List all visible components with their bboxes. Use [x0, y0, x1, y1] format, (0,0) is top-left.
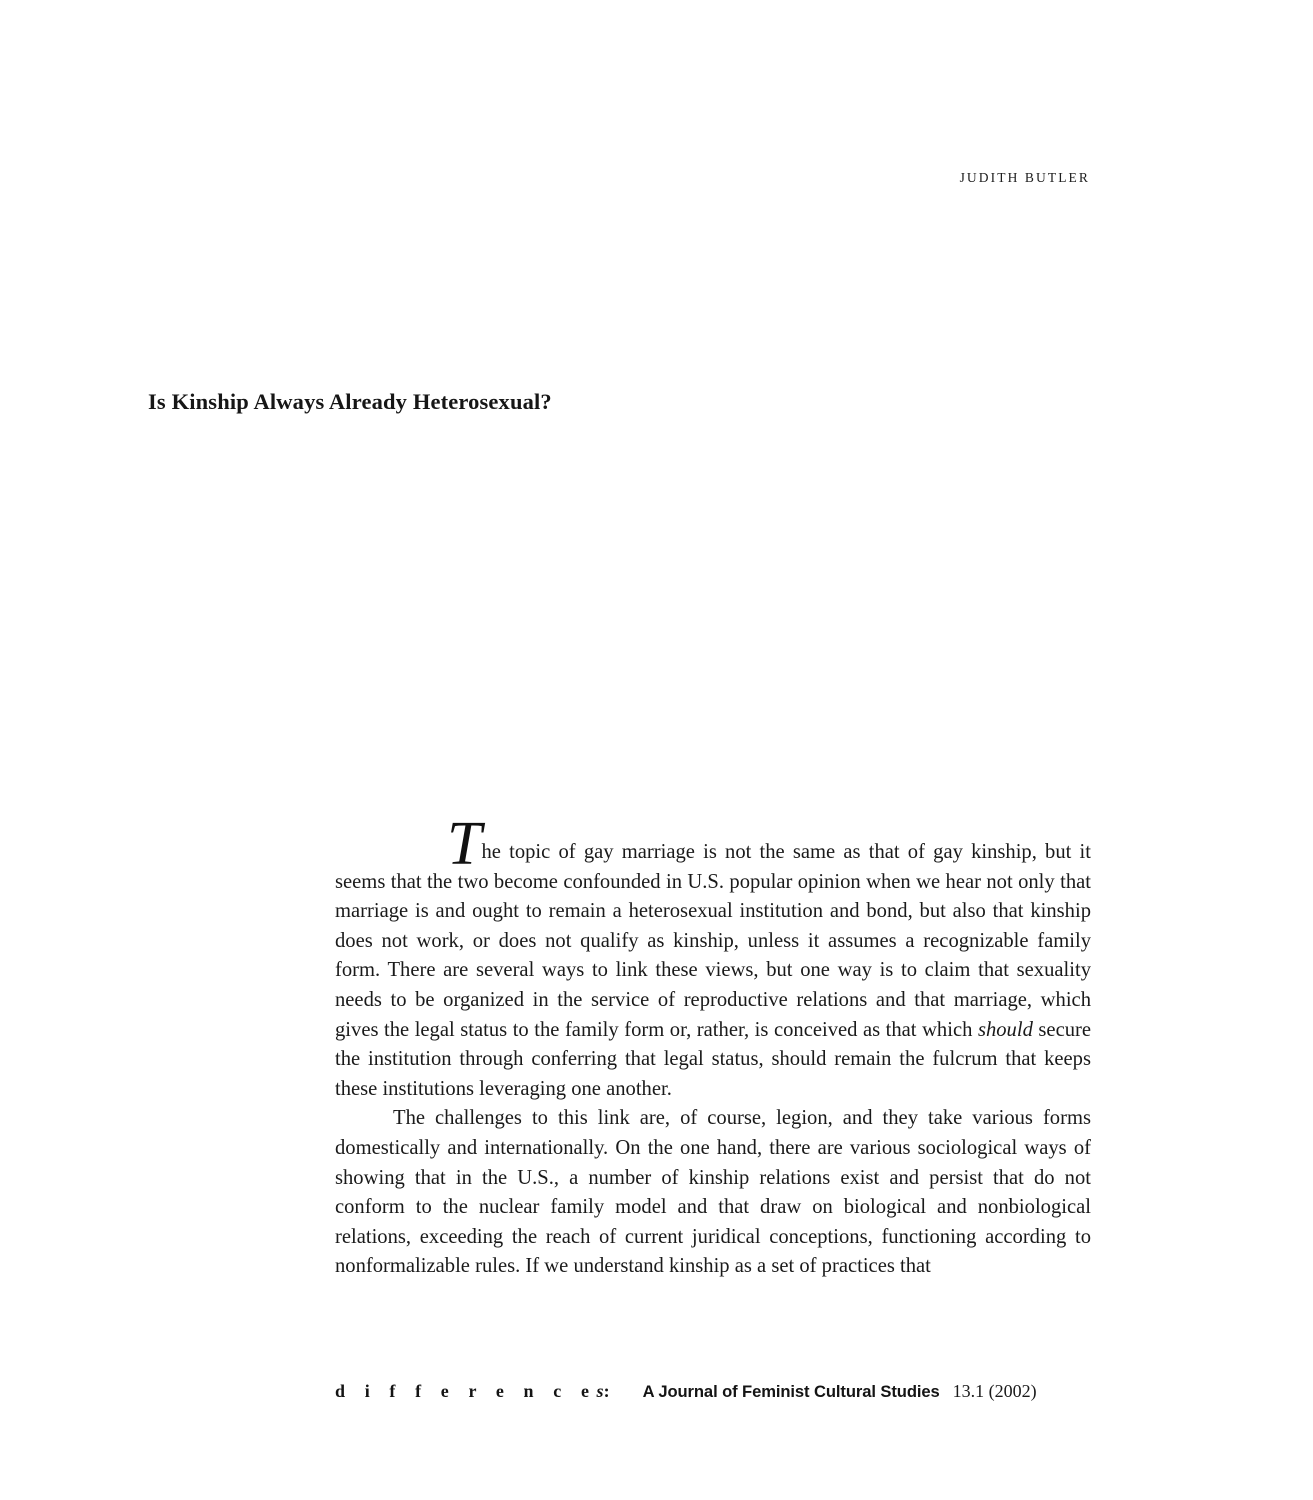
- journal-title-colon: :: [603, 1381, 610, 1401]
- paragraph-1-part-2: secure the institution through conferring that legal status, should remain the fulcrum that keeps these institutions leveraging one another.: [335, 1018, 1091, 1100]
- journal-citation-footer: [335, 1382, 1095, 1401]
- paragraph-2: [335, 1104, 1091, 1282]
- article-title: Is Kinship Always Already Heterosexual?: [148, 389, 552, 414]
- journal-title-italic-s: s: [596, 1381, 604, 1401]
- paragraph-1-part-1: he topic of gay marriage is not the same as that of gay kinship, but it seems that the two become confounded in U.S. popular opinion when we hear not only that marriage is and ought to remain a heterosexual institution and bond, but also that kinship does not work, or does not qualify as kinship, unless it assumes a recognizable family form. There are several ways to link these views, but one way is to claim that sexuality needs to be organized in the service of reproductive relations and that marriage, which gives the legal status to the family form or, rather, is conceived as that which: [335, 841, 1091, 1041]
- running-head-author: JUDITH BUTLER: [959, 170, 1090, 185]
- paragraph-1-emphasis: should: [977, 1018, 1033, 1041]
- paragraph-2-text: The challenges to this link are, of course, legion, and they take various forms domestically and internationally. On the one hand, there are various sociological ways of showing that in the U.S., a number of kinship relations exist and persist that do not conform to the nuclear family model and that draw on biological and nonbiological relations, exceeding the reach of current juridical conceptions, functioning according to nonformalizable rules. If we understand kinship as a set of practices that: [335, 1107, 1091, 1278]
- drop-cap-letter: T: [447, 810, 481, 878]
- journal-issue-number: 13.1 (2002): [952, 1381, 1037, 1401]
- paragraph-1: [335, 810, 1091, 1104]
- body-text-column: [335, 810, 1091, 1282]
- journal-subtitle: A Journal of Feminist Cultural Studies: [642, 1382, 940, 1401]
- journal-title: d i f f e r e n c e: [335, 1381, 597, 1401]
